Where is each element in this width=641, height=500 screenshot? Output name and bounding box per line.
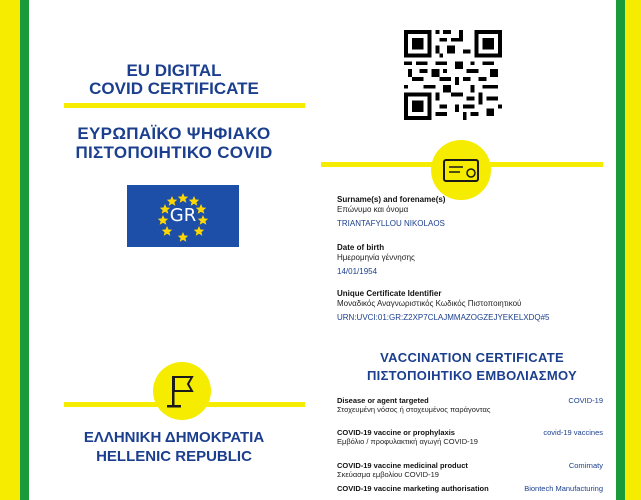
disease-value: COVID-19 bbox=[568, 396, 603, 405]
certificate-cover bbox=[29, 0, 319, 500]
yellow-border-right bbox=[625, 0, 641, 500]
vaccine-type-value: covid-19 vaccines bbox=[543, 428, 603, 437]
title-divider bbox=[64, 103, 305, 108]
disease-label: Disease or agent targeted bbox=[337, 396, 429, 405]
vaccination-title-en: VACCINATION CERTIFICATE bbox=[380, 350, 564, 365]
uci-label-gr: Μοναδικός Αναγνωριστικός Κωδικός Πιστοποιητικού bbox=[337, 299, 522, 308]
name-value: TRIANTAFYLLOU NIKOLAOS bbox=[337, 219, 445, 228]
country-code: GR bbox=[169, 205, 197, 226]
qr-code bbox=[403, 30, 503, 120]
title-gr-line1: ΕΥΡΩΠΑΪΚΟ ΨΗΦΙΑΚΟ bbox=[77, 124, 271, 143]
uci-value: URN:UVCI:01:GR:Z2XP7CLAJMMAZOGZEJYEKELXDQ#5 bbox=[337, 313, 550, 322]
dob-label-gr: Ημερομηνία γέννησης bbox=[337, 253, 415, 262]
republic-gr: ΕΛΛΗΝΙΚΗ ΔΗΜΟΚΡΑΤΙΑ bbox=[83, 429, 265, 446]
name-label-gr: Επώνυμο και όνομα bbox=[337, 205, 409, 214]
product-label: COVID-19 vaccine medicinal product bbox=[337, 461, 468, 470]
disease-label-gr: Στοχευμένη νόσος ή στοχευμένος παράγοντας bbox=[337, 405, 491, 414]
marketing-auth-label: COVID-19 vaccine marketing authorisation bbox=[337, 484, 489, 493]
title-en-line2: COVID CERTIFICATE bbox=[89, 79, 259, 98]
eu-flag bbox=[127, 185, 239, 247]
title-en-line1: EU DIGITAL bbox=[126, 61, 222, 80]
title-gr-line2: ΠΙΣΤΟΠΟΙΗΤΙΚΟ COVID bbox=[75, 143, 273, 162]
vaccine-type-label: COVID-19 vaccine or prophylaxis bbox=[337, 428, 455, 437]
product-label-gr: Σκεύασμα εμβολίου COVID-19 bbox=[337, 470, 439, 479]
flag-icon bbox=[153, 362, 211, 420]
dob-label: Date of birth bbox=[337, 243, 385, 252]
name-label: Surname(s) and forename(s) bbox=[337, 195, 446, 204]
certificate-details bbox=[319, 0, 625, 500]
product-value: Comirnaty bbox=[568, 461, 603, 470]
yellow-border-left bbox=[0, 0, 20, 500]
green-frame-left bbox=[20, 0, 29, 500]
certificate-icon bbox=[431, 140, 491, 200]
vaccination-title-gr: ΠΙΣΤΟΠΟΙΗΤΙΚΟ ΕΜΒΟΛΙΑΣΜΟΥ bbox=[366, 368, 578, 383]
uci-label: Unique Certificate Identifier bbox=[337, 289, 442, 298]
republic-en: HELLENIC REPUBLIC bbox=[96, 448, 252, 465]
marketing-auth-value: Biontech Manufacturing bbox=[524, 484, 603, 493]
dob-value: 14/01/1954 bbox=[337, 267, 378, 276]
vaccine-type-label-gr: Εμβόλιο / προφυλακτική αγωγή COVID-19 bbox=[337, 437, 478, 446]
